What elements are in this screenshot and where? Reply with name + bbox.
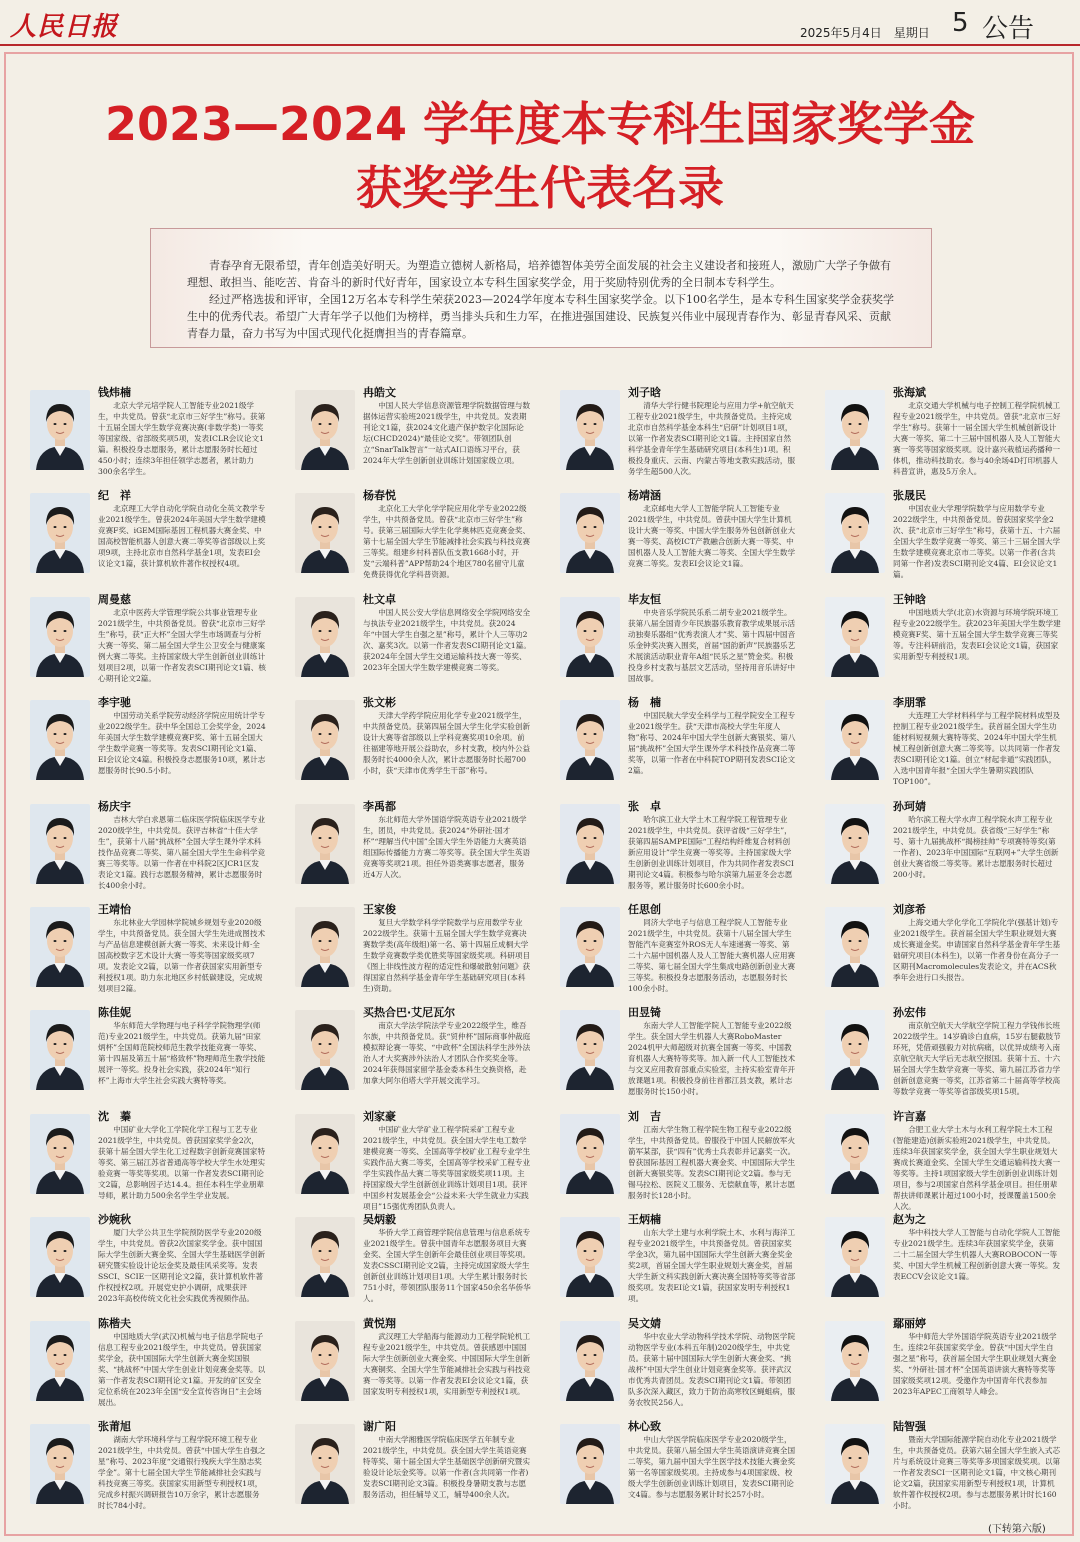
student-photo: [825, 1217, 885, 1297]
student-photo: [295, 1321, 355, 1401]
student-bio: 北京邮电大学人工智能学院人工智能专业2021级学生，中共党员。曾获中国大学生计算机设计大赛一等奖、中国大学生服务外包创新创业大赛一等奖、高校ICT产教融合创新大赛一等奖、中国机器人及人工智能大赛二等奖、全国大学生数学竞赛二等奖。发表EI会议论文1篇。: [628, 504, 796, 569]
student-bio: 中国民航大学安全科学与工程学院安全工程专业2021级学生。获“天津市高校大学生年度人物”称号、2024年中国大学生创新大赛银奖、第八届“挑战杯”全国大学生课外学术科技作品竞赛二等奖等，以第一作者在中科院TOP期刊发表SCI论文2篇。: [628, 711, 796, 776]
student-card: [544, 1315, 804, 1420]
student-card: [14, 1315, 274, 1420]
student-card: [279, 1211, 539, 1316]
student-card: [809, 901, 1069, 1006]
student-bio: 武汉理工大学船海与能源动力工程学院轮机工程专业2021级学生，中共党员。曾获感恩中国国际大学生创新创业大赛金奖、中国国际大学生创新大赛铜奖、全国大学生节能减排社会实践与科技竞赛一等奖等。以第一作者发表EI会议论文1篇，获国家发明专利授权1项，实用新型专利授权1项。: [363, 1331, 531, 1396]
student-bio: 中央音乐学院民乐系二胡专业2021级学生。获第八届全国青少年民族器乐教育教学成果展示活动独奏乐器组“优秀表演人才”奖、第十四届中国音乐金钟奖决赛入围奖，首届“国韵新声”民族器乐艺术展演活动职业青年A组“民乐之星”赞金奖。积极投身乡村支教与基层文艺活动，坚持用音乐讲好中国故事。: [628, 607, 796, 683]
section-name: 公告: [982, 14, 1035, 44]
student-bio: 江南大学生物工程学院生物工程专业2022级学生，中共预备党员。曾服役于中国人民解放军火箭军某部，获“四有”优秀士兵表彰并记嘉奖一次。曾获国际基因工程机器大赛金奖、中国国际大学生创新大赛银奖等。发表SCI期刊论文2篇。参与无锡马拉松、医院义工服务、无偿献血等，累计志愿服务时长128小时。: [628, 1124, 796, 1200]
student-bio: 华东师范大学物理与电子科学学院物理学(师范)专业2021级学生，中共党员。获第九届“田家炳杯”全国师范院校师范生教学技能竞赛一等奖、第十四届及第五十届“格致杯”物理师范生教学技能展评一等奖。投身社会实践，获2024年“知行杯”上海市大学生社会实践大赛特等奖。: [98, 1021, 266, 1086]
student-bio: 东北林业大学园林学院城乡规划专业2020级学生，中共预备党员。获全国大学生先进成图技术与产品信息建模创新大赛一等奖、未来设计师·全国高校数字艺术设计大赛一等奖等国家级奖项7项。发表论文2篇，以第一作者获国家实用新型专利授权1项。助力东北地区乡村低碳建设，完成规划项目2篇。: [98, 918, 266, 993]
student-name: 杜文卓: [363, 592, 396, 606]
student-name: 杨春悦: [363, 489, 396, 503]
student-name: 张晟民: [893, 489, 926, 503]
student-name: 张莆旭: [98, 1420, 131, 1433]
intro-box: [150, 228, 932, 348]
student-name: 林心致: [628, 1420, 661, 1433]
page-number: 5: [952, 8, 969, 38]
student-card: [544, 694, 804, 799]
student-bio: 中国矿业大学化工学院化学工程与工艺专业2021级学生，中共党员。曾获国家奖学金2次，获第十届全国大学生化工过程数字创新竞赛国家特等奖、第三届江苏省普通高等学校大学生水处理实验竞赛一等奖等奖项。以第一作者发表SCI期刊论文2篇，总影响因子达14.4。担任本科生学业朋辈导师，累计助力500余名学生学业发展。: [98, 1124, 266, 1200]
student-name: 孙珂婧: [893, 799, 926, 813]
student-name: 钱炜楠: [98, 386, 131, 399]
student-card: [809, 591, 1069, 696]
student-photo: [825, 1424, 885, 1504]
student-bio: 北京大学元培学院人工智能专业2021级学生，中共党员。曾获“北京市三好学生”称号。获第十五届全国大学生数学竞赛决赛(非数学类)一等奖等国家级、省部级奖项5项，发表ICLR会议论文1篇。积极投身志愿服务，累计志愿服务时长超过450小时；连续3年担任领学志愿者，累计助力300余名学生。: [98, 401, 266, 476]
student-bio: 北京交通大学机械与电子控制工程学院机械工程专业2021级学生，中共党员。曾获“北京市三好学生”称号。获第十一届全国大学生机械创新设计大赛一等奖、第二十三届中国机器人及人工智能大赛一等奖等国家级奖项。设计嘉兴栽植运药播种一体机，推动科技助农。参与40余场4D打印机器人科普宣讲，惠及5万余人。: [893, 401, 1061, 476]
student-photo: [30, 804, 90, 884]
student-name: 王靖怡: [98, 903, 131, 916]
student-photo: [295, 1424, 355, 1504]
student-bio: 中国农业大学理学院数学与应用数学专业2022级学生，中共预备党员。曾获国家奖学金2次、获“北京市三好学生”称号，获第十五、十六届全国大学生数学竞赛一等奖、第三十三届全国大学生数学建模竞赛北京市二等奖。以第一作者(含共同第一作者)发表SCI期刊论文4篇、EI会议论文1篇。: [893, 504, 1061, 580]
student-card: [544, 901, 804, 1006]
student-card: [809, 487, 1069, 592]
newspaper-masthead: 人民日报: [10, 12, 119, 42]
student-bio: 北京中医药大学管理学院公共事业管理专业2021级学生，中共预备党员。曾获“北京市三好学生”称号，获“正大杯”全国大学生市场调查与分析大赛一等奖、第二届全国大学生公卫安全与健康案例大赛二等奖。主持国家级大学生创新创业训练计划项目2项，以第一作者发表SCI期刊论文1篇、核心期刊论文2篇。: [98, 607, 266, 683]
student-bio: 北京化工大学化学学院应用化学专业2022级学生，中共预备党员。曾获“北京市三好学生”称号。获第三届国际大学生化学奥林匹克竞赛金奖、第十七届全国大学生节能减排社会实践与科技竞赛三等奖。组建乡村科普队伍支教1668小时，开发“云端科普”APP帮助24个地区780名留守儿童免费获得优化学科普资源。: [363, 504, 531, 580]
student-card: [14, 694, 274, 799]
student-bio: 中山大学医学院临床医学专业2020级学生，中共党员。获第八届全国大学生英语演讲竞赛全国二等奖，第九届中国大学生医学技术技能大赛金奖第一名等国家级奖项。主持成参与4项国家级、校级大学生创新创业训练计划项目，发表SCI期刊论文4篇。参与志愿服务累计时长257小时。: [628, 1435, 796, 1499]
student-card: [544, 1211, 804, 1316]
student-card: [279, 591, 539, 696]
student-card: [544, 487, 804, 592]
student-photo: [560, 1114, 620, 1194]
student-photo: [825, 907, 885, 987]
student-bio: 南京航空航天大学航空学院工程力学钱伟长班2022级学生。14岁确诊白血病，15岁右腿截肢节环死，凭借顽强毅力对抗病痛，以优异成绩考入南京航空航天大学后无志航空报国。获第十五、十六届全国大学生数学竞赛一等奖、第九届江苏省力学创新创意竞赛一等奖，江苏省第二十届高等学校高等数学竞赛一等奖等省部级奖项15项。: [893, 1021, 1061, 1097]
student-bio: 中南大学湘雅医学院临床医学五年制专业2021级学生，中共党员。获全国大学生英语竞赛特等奖、第十届全国大学生基础医学创新研究暨实验设计论坛金奖等。以第一作者(含共同第一作者)发表SCI期刊论文3篇。积极投身暑期支教与志愿服务活动，担任辅导义工，辅导400余人次。: [363, 1435, 531, 1499]
student-photo: [30, 700, 90, 780]
student-card: [14, 1004, 274, 1109]
student-bio: 北京理工大学自动化学院自动化全英文教学专业2021级学生。曾获2024年美国大学生数学建模竞赛F奖、iGEM国际基因工程机器大赛金奖、中国高校智能机器人创意大赛二等奖等省部级以上奖项9项，主持北京市自然科学基金1项，发表EI会议论文1篇，获计算机软件著作权授权4项。: [98, 504, 266, 569]
student-card: [279, 487, 539, 592]
student-photo: [30, 907, 90, 987]
student-card: [544, 1004, 804, 1109]
student-name: 陆智强: [893, 1420, 926, 1433]
student-photo: [560, 1217, 620, 1297]
student-name: 王炳楠: [628, 1213, 661, 1227]
student-name: 毕友恒: [628, 592, 661, 606]
student-photo: [560, 390, 620, 470]
page-header: [0, 0, 1080, 46]
student-name: 陈佳妮: [98, 1006, 131, 1020]
student-bio: 清华大学行健书院理论与应用力学+航空航天工程专业2021级学生，中共预备党员。主持完成北京市自然科学基金本科生“启研”计划项目1项，以第一作者发表SCI期刊论文1篇。主持国家自然科学基金青年学生基础研究项目(本科生)1项。积极投身重庆、云南、内蒙古等地支教实践活动，服务学生超500人次。: [628, 401, 796, 476]
student-card: [809, 1004, 1069, 1109]
student-photo: [30, 1217, 90, 1297]
student-photo: [825, 1114, 885, 1194]
student-bio: 中国地质大学(北京)水资源与环境学院环境工程专业2022级学生。获2023年美国大学生数学建模竞赛F奖、第十五届全国大学生数学竞赛三等奖等。专注科研前沿，发表EI会议论文1篇，获国家实用新型专利授权1项。: [893, 607, 1061, 661]
student-photo: [825, 1321, 885, 1401]
student-name: 任思创: [628, 903, 661, 916]
student-photo: [560, 1010, 620, 1090]
student-bio: 南京大学法学院法学专业2022级学生，维吾尔族，中共预备党员。获“贸仲杯”国际商事仲裁庭模拟辩论赛一等奖、“中政杯”全国法科学生涉外法治人才大奖赛涉外法治人才团队合作奖奖金等。2024年获得国家留学基金委本科生交换资格，赴加拿大阿尔伯塔大学开展交流学习。: [363, 1021, 531, 1086]
student-card: [544, 798, 804, 903]
page-title-line1: 2023—2024 学年度本专科生国家奖学金: [104, 97, 976, 151]
student-photo: [30, 1321, 90, 1401]
student-bio: 东北师范大学外国语学院英语专业2021级学生，团员，中共党员。获2024“外研社·国才杯”“理解当代中国”全国大学生外语能力大赛英语组国际传播能力方赛二等奖等。获全国大学生英语竞赛等奖项21项。担任外语类赛事志愿者，服务近4万人次。: [363, 814, 531, 879]
student-card: [279, 1108, 539, 1213]
student-name: 杨庆宇: [98, 799, 131, 813]
student-photo: [560, 907, 620, 987]
student-name: 吴文婧: [628, 1316, 661, 1330]
student-card: [279, 384, 539, 489]
student-name: 陈楷夫: [98, 1316, 131, 1330]
student-bio: 华中师范大学外国语学院英语专业2021级学生。连续2年获国家奖学金。曾获“中国大学生自强之星”称号，获首届全国大学生职业规划大赛金奖、“外研社·国才杯”全国英语讲演大赛特等奖等国家级奖项12项。受邀作为中国青年代表参加2023年APEC工商领导人峰会。: [893, 1331, 1057, 1396]
student-card: [279, 798, 539, 903]
student-bio: 中国人民大学信息资源管理学院数据管理与数据体运营实验班2021级学生，中共党员。发表期刊论文1篇，获2024文化遗产保护数字化国际论坛(CHCD2024)“最佳论文奖”。带领团队创立“SnarTalk智言”一站式AI口语练习平台，获2024年大学生创新创业训练计划国家级立项。: [363, 401, 531, 465]
student-photo: [560, 1321, 620, 1401]
student-bio: 合肥工业大学土木与水利工程学院土木工程(智能建造)创新实验班2021级学生，中共党员。连续3年获国家奖学金，获全国大学生职业规划大赛成长赛道金奖、全国大学生交通运输科技大赛一等奖等。主持1项国家级大学生创新创业训练计划项目，参与2项国家自然科学基金项目。担任朋辈帮扶讲师课累计超过100小时，授课覆盖1500余人次。: [893, 1124, 1061, 1210]
student-name: 沙婉秋: [98, 1213, 131, 1227]
student-card: [14, 1108, 274, 1213]
student-photo: [30, 1114, 90, 1194]
student-card: [14, 487, 274, 592]
student-bio: 暨南大学国际能源学院自动化专业2021级学生，中共预备党员。获第六届全国大学生嵌入式芯片与系统设计竞赛三等奖等多项国家级奖项。以第一作者发表SCI一区期刊论文1篇，中文核心期刊论文2篇，获国家实用新型专利授权1项，计算机软件著作权授权2项。参与志愿服务累计时长160小时。: [893, 1435, 1061, 1510]
student-bio: 华中农业大学动物科学技术学院、动物医学院动物医学专业(本科五年制)2020级学生，中共党员。获第十届中国国际大学生创新大赛金奖、“挑战杯”中国大学生创业计划竞赛金奖等。获评武汉市优秀共青团员。发表SCI期刊论文1篇。带领团队多次深入藏区，致力于防治高寒牧区蝇蛆病，服务农牧民256人。: [628, 1331, 796, 1407]
student-photo: [825, 493, 885, 573]
student-photo: [560, 1424, 620, 1504]
student-name: 孙宏伟: [893, 1006, 926, 1020]
student-photo: [295, 597, 355, 677]
student-card: [14, 384, 274, 489]
student-name: 张海斌: [893, 386, 926, 399]
student-photo: [30, 390, 90, 470]
issue-date: 2025年5月4日 星期日: [800, 26, 930, 40]
student-name: 杨 楠: [628, 696, 661, 710]
student-card: [14, 1211, 274, 1316]
page-title-line2: 获奖学生代表名录: [356, 161, 724, 215]
student-card: [14, 798, 274, 903]
student-bio: 复旦大学数学科学学院数学与应用数学专业2022级学生。获第十五届全国大学生数学竞赛决赛数学类(高年级组)第一名、第十四届丘成桐大学生数学竞赛数学类优胜奖等国家级奖项。科研项目《图上非线性波方程的适定性和爆破散射问题》获得国家自然科学基金青年学生基础研究项目(本科生)资助。: [363, 918, 531, 993]
student-bio: 厦门大学公共卫生学院预防医学专业2020级学生，中共党员。曾获2次国家奖学金。获中国国际大学生创新大赛金奖、全国大学生基础医学创新研究暨实验设计论坛金奖及最佳风采奖等。发表SSCI、SCIE一区期刊论文2篇，获计算机软件著作权授权2项。开展党史护小调研，成果获评2023年高校传统文化社会实践优秀视频作品。: [98, 1228, 266, 1304]
student-bio: 中国地质大学(武汉)机械与电子信息学院电子信息工程专业2021级学生，中共党员。曾获国家奖学金，获中国国际大学生创新大赛金奖国银奖、“挑战杯”中国大学生创业计划竞赛金奖等。以第一作者发表SCI期刊论文1篇。开发的矿区安全定位系统在2023年全国“安全宣传咨询日”主会场展出。: [98, 1331, 266, 1407]
student-name: 买热合巴·艾尼瓦尔: [363, 1006, 456, 1020]
student-card: [14, 1418, 274, 1523]
student-bio: 华中科技大学人工智能与自动化学院人工智能专业2021级学生。连续3年获国家奖学金，获第二十二届全国大学生机器人大赛ROBOCON一等奖、中国大学生机械工程创新创意大赛一等奖。发表ECCV会议论文1篇。: [893, 1228, 1061, 1282]
student-photo: [30, 1424, 90, 1504]
student-name: 李朋霏: [893, 696, 926, 710]
student-name: 李宇驰: [98, 696, 131, 710]
student-photo: [560, 804, 620, 884]
student-bio: 大连理工大学材料科学与工程学院材料成型及控制工程专业2021级学生。获首届全国大学生功能材料短视频大赛特等奖、2024年中国大学生机械工程创新创意大赛二等奖等。以共同第一作者发表SCI期刊论文1篇。创立“材起非遁”实践团队，入选中国青年报“全国大学生暑期实践团队TOP100”。: [893, 711, 1061, 787]
student-photo: [825, 390, 885, 470]
student-name: 沈 蓁: [98, 1109, 131, 1123]
student-bio: 哈尔滨工业大学土木工程学院工程管理专业2021级学生，中共党员。获评省级“三好学生”，获第四届SAMPE国际“工程结构纤维复合材料创新应用设计”学生竞赛一等奖等。主持国家级大学生创新创业训练计划项目，作为共同作者发表SCI期刊论文4篇。积极参与哈尔滨第九届亚冬会志愿服务等，累计服务时长600余小时。: [628, 814, 794, 890]
student-name: 冉皓文: [363, 386, 396, 399]
student-photo: [295, 493, 355, 573]
student-photo: [295, 907, 355, 987]
student-bio: 天津大学药学院应用化学专业2021级学生，中共预备党员。获第四届全国大学生化学实验创新设计大赛等省部级以上学科竞赛奖项10余项。前往福建等地开展公益助农，乡村支教，校内外公益服务时长4000余人次，累计志愿服务时长超700小时，获“天津市优秀学生干部”称号。: [363, 711, 531, 776]
student-card: [809, 384, 1069, 489]
student-bio: 东南大学人工智能学院人工智能专业2022级学生。获全国大学生机器人大赛RoboMaster 2024机甲大师超级对抗赛全国赛一等奖、中国教育机器人大赛特等奖等。加入新一代人工智能技术与交叉应用教育部重点实验室，主持实验室青年开放课题1项。积极投身前往首都江县支教，累计志愿服务时长150小时。: [628, 1021, 796, 1097]
student-bio: 湖南大学环境科学与工程学院环境工程专业2021级学生，中共党员。曾获“中国大学生自强之星”称号、2023年度“交通银行残疾大学生励志奖学金”。第十七届全国大学生节能减排社会实践与科技竞赛三等奖。获国家实用新型专利授权1项，完成乡村振兴调研报告10万余字，累计志愿服务时长784小时。: [98, 1435, 266, 1510]
student-name: 杨靖涵: [628, 489, 661, 503]
student-bio: 同济大学电子与信息工程学院人工智能专业2021级学生，中共党员。获第十八届全国大学生智能汽车竞赛室外ROS无人车速递赛一等奖、第二十六届中国机器人及人工智能大赛机器人应用赛二等奖、第七届全国大学生集成电路创新创业大赛三等奖。积极投身志愿服务活动，志愿服务时长100余小时。: [628, 918, 796, 993]
student-card: [544, 591, 804, 696]
student-photo: [30, 597, 90, 677]
student-card: [544, 1108, 804, 1213]
student-photo: [825, 700, 885, 780]
student-bio: 吉林大学白求恩第二临床医学院临床医学专业2020级学生，中共党员。获评吉林省“十佳大学生”，获第十八届“挑战杯”全国大学生课外学术科技作品竞赛二等奖、第八届全国大学生生命科学竞赛三等奖等。以第一作者在中科院2区JCR1区发表论文1篇。践行志愿服务精神，累计志愿服务时长400余小时。: [98, 814, 266, 890]
student-photo: [825, 804, 885, 884]
student-card: [14, 591, 274, 696]
student-name: 吴炳毅: [363, 1213, 396, 1227]
student-bio: 山东大学土建与水利学院土木、水利与海洋工程专业2021级学生，中共预备党员。曾获国家奖学金3次，第九届中国国际大学生创新大赛金奖金奖2项，首届全国大学生职业规划大赛金奖，首届大学生新文科实践创新大赛决赛全国特等奖等省部级奖项。发表EI论文1篇，获国家发明专利授权1项。: [628, 1228, 796, 1304]
student-card: [279, 1004, 539, 1109]
intro-paragraph-1: 青春孕育无限希望，青年创造美好明天。为塑造立德树人新格局，培养德智体美劳全面发展的社会主义建设者和接班人，激励广大学子争做有理想、敢担当、能吃苦、肯奋斗的新时代好青年，国家设立本专科生国家奖学金，用于奖励特别优秀的全日制本专科学生。: [187, 259, 891, 289]
student-card: [809, 1211, 1069, 1316]
student-name: 张 卓: [628, 799, 661, 813]
student-bio: 华侨大学工商管理学院信息管理与信息系统专业2021级学生。曾获中国青年志愿服务项目大赛金奖、全国大学生创新年会最佳创业项目等奖项。发表CSSCI期刊论文2篇，主持完成国家级大学生创新创业训练计划项目1项。大学生累计服务时长751小时，带领团队服务11个国家450余名华侨华人。: [363, 1228, 531, 1304]
student-card: [14, 901, 274, 1006]
student-card: [279, 1418, 539, 1523]
student-bio: 中国人民公安大学信息网络安全学院网络安全与执法专业2021级学生，中共党员。获2024年“中国大学生自强之星”称号，累计个人三等功2次、嘉奖3次。以第一作者发表SCI期刊论文1篇。获2024年全国大学生交通运输科技大赛一等奖、2023年全国大学生数学建模竞赛二等奖。: [363, 607, 531, 672]
student-card: [809, 1108, 1069, 1213]
student-photo: [295, 700, 355, 780]
student-card: [279, 694, 539, 799]
student-card: [809, 1418, 1069, 1523]
student-name: 王钟晗: [893, 592, 926, 606]
continued-note: (下转第六版): [988, 1524, 1046, 1535]
student-name: 王家俊: [363, 903, 396, 916]
student-name: 张文彬: [363, 696, 396, 710]
student-bio: 上海交通大学化学化工学院化学(强基计划)专业2021级学生。获首届全国大学生职业规划大赛成长赛道金奖。申请国家自然科学基金青年学生基础研究项目(本科生)，以第一作者身份在高分子一区期刊Macromolecules发表论文，并在ACS秋季年会进行口头报告。: [893, 918, 1061, 982]
student-photo: [30, 1010, 90, 1090]
student-name: 赵为之: [893, 1213, 926, 1227]
student-name: 刘 吉: [628, 1109, 661, 1123]
student-photo: [825, 1010, 885, 1090]
student-photo: [295, 804, 355, 884]
student-bio: 中国矿业大学矿业工程学院采矿工程专业2021级学生，中共党员。获全国大学生电工数学建模竞赛一等奖、全国高等学校矿业工程专业学生实践作品大赛二等奖，全国高等学校采矿工程专业学生实践作品大赛二等奖等国家级奖项11项。主持国家级大学生创新创业训练计划项目1项。获评中国乡村发展基金会“公益未来·大学生就业力实践项目”15强优秀团队负责人。: [363, 1124, 531, 1210]
student-card: [809, 1315, 1069, 1420]
student-name: 纪 祥: [98, 489, 131, 503]
student-photo: [560, 597, 620, 677]
student-name: 周曼慈: [98, 592, 131, 606]
student-photo: [30, 493, 90, 573]
student-name: 黄悦翔: [363, 1316, 396, 1330]
student-name: 刘彦希: [893, 903, 926, 916]
student-name: 许言嘉: [893, 1109, 926, 1123]
student-photo: [295, 1010, 355, 1090]
student-name: 田昱锜: [628, 1006, 661, 1020]
student-bio: 哈尔滨工程大学水声工程学院水声工程专业2021级学生，中共党员。获省级“三好学生”称号、第十九届挑战杯“揭榜挂帅”专项赛特等奖(第一作者)、2023年中国国际“互联网+”大学生创新创业大赛省级二等奖等。累计志愿服务时长超过200小时。: [893, 814, 1059, 879]
student-card: [809, 798, 1069, 903]
student-photo: [825, 597, 885, 677]
intro-paragraph-2: 经过严格选拔和评审，全国12万名本专科学生荣获2023—2024学年度本专科生国家奖学金。以下100名学生，是本专科生国家奖学金获奖学生中的优秀代表。希望广大青年学子以他们为榜样，勇当排头兵和生力军，在推进强国建设、民族复兴伟业中展现青春作为、彰显青春风采、贡献青春力量，奋力书写为中国式现代化挺膺担当的青春篇章。: [187, 293, 894, 340]
student-card: [809, 694, 1069, 799]
student-photo: [295, 1114, 355, 1194]
student-bio: 中国劳动关系学院劳动经济学院应用统计学专业2022级学生。获中华全国总工会奖学金，2024年美国大学生数学建模竞赛F奖、第十五届全国大学生数学竞赛一等奖等。发表SCI期刊论文1篇、EI会议论文4篇。积极投身志愿服务10项，累计志愿服务时长90.5小时。: [98, 711, 266, 776]
student-photo: [560, 700, 620, 780]
student-card: [279, 1315, 539, 1420]
student-photo: [560, 493, 620, 573]
student-name: 鄢丽婷: [893, 1316, 926, 1330]
student-card: [544, 1418, 804, 1523]
student-name: 刘子晗: [628, 386, 661, 399]
student-photo: [295, 390, 355, 470]
student-name: 刘家豪: [363, 1109, 396, 1123]
student-card: [544, 384, 804, 489]
student-photo: [295, 1217, 355, 1297]
student-name: 谢广阳: [363, 1420, 396, 1433]
student-name: 李禹都: [363, 799, 396, 813]
student-card: [279, 901, 539, 1006]
